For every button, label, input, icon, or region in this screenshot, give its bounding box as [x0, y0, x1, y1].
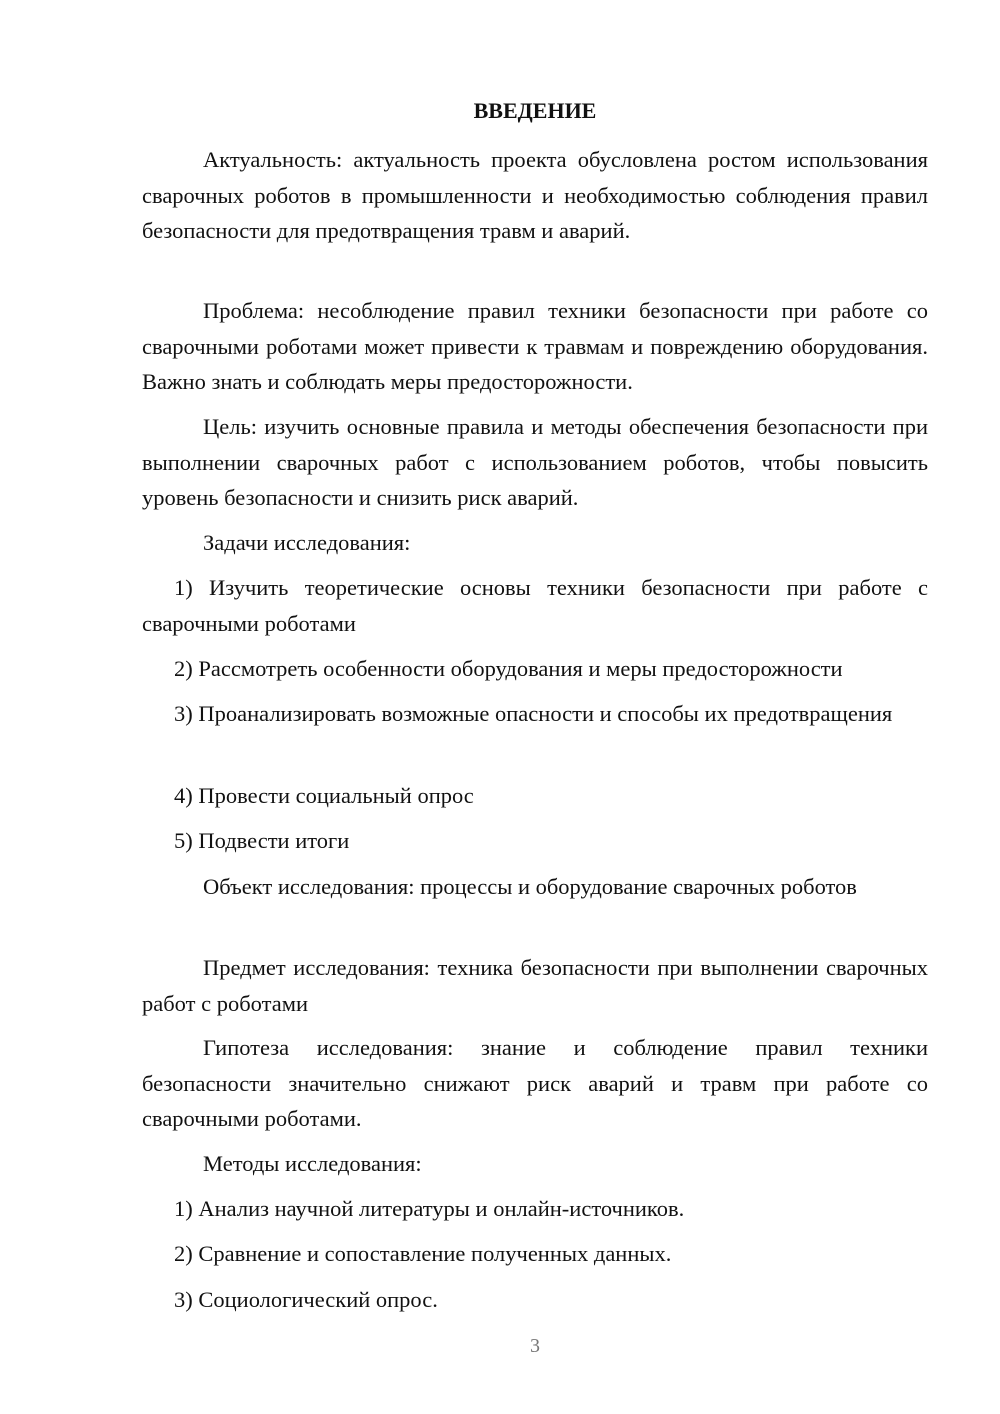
task-item-3: 3) Проанализировать возможные опасности и способы их предотвращения	[174, 701, 893, 726]
method-item-3: 3) Социологический опрос.	[174, 1287, 438, 1312]
object-paragraph: Объект исследования: процессы и оборудование сварочных роботов	[203, 874, 857, 899]
tasks-heading: Задачи исследования:	[203, 530, 411, 555]
task-item-5: 5) Подвести итоги	[174, 828, 350, 853]
method-item-2: 2) Сравнение и сопоставление полученных данных.	[174, 1241, 672, 1266]
hypothesis-paragraph: Гипотеза исследования: знание и соблюдение правил техники безопасности значительно снижают риск аварий и травм при работе со сварочными роботами.	[142, 1035, 928, 1131]
page-title: ВВЕДЕНИЕ	[473, 98, 597, 123]
task-item-2: 2) Рассмотреть особенности оборудования и меры предосторожности	[174, 656, 843, 681]
subject-paragraph: Предмет исследования: техника безопасности при выполнении сварочных работ с роботами	[142, 955, 928, 1016]
goal-paragraph: Цель: изучить основные правила и методы обеспечения безопасности при выполнении сварочных работ с использованием роботов, чтобы повысить уровень безопасности и снизить риск аварий.	[142, 414, 928, 510]
task-item-4: 4) Провести социальный опрос	[174, 783, 474, 808]
relevance-paragraph: Актуальность: актуальность проекта обусловлена ростом использования сварочных роботов в промышленности и необходимостью соблюдения правил безопасности для предотвращения травм и аварий.	[142, 147, 928, 243]
document-page	[142, 0, 928, 1414]
methods-heading: Методы исследования:	[203, 1151, 422, 1176]
problem-paragraph: Проблема: несоблюдение правил техники безопасности при работе со сварочными роботами может привести к травмам и повреждению оборудования. Важно знать и соблюдать меры предосторожности.	[142, 298, 928, 394]
page-number: 3	[530, 1335, 540, 1357]
method-item-1: 1) Анализ научной литературы и онлайн-источников.	[174, 1196, 685, 1221]
task-item-1: 1) Изучить теоретические основы техники безопасности при работе с сварочными роботами	[142, 575, 928, 636]
